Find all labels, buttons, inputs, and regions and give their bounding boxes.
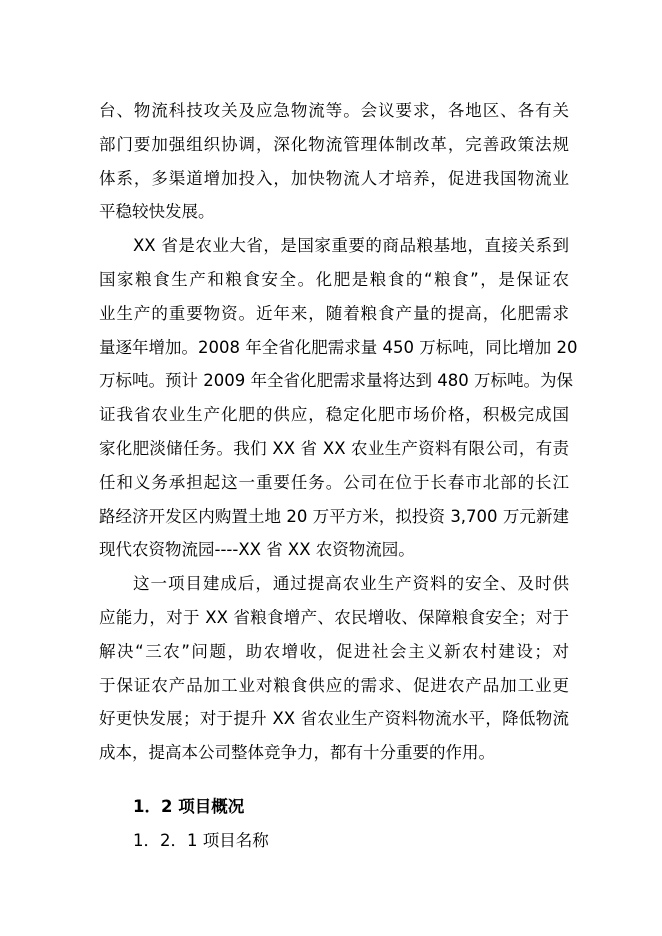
paragraph-3-line-1: 这一项目建成后，通过提高农业生产资料的安全、及时供 — [133, 574, 569, 594]
paragraph-3-line-6: 成本，提高本公司整体竞争力，都有十分重要的作用。 — [99, 743, 495, 763]
paragraph-3-line-5: 好更快发展；对于提升 XX 省农业生产资料物流水平，降低物流 — [99, 709, 569, 729]
paragraph-1-line-2: 部门要加强组织协调，深化物流管理体制改革，完善政策法规 — [99, 134, 569, 154]
paragraph-1-line-4: 平稳较快发展。 — [99, 202, 215, 222]
paragraph-2-line-9: 路经济开发区内购置土地 20 万平方米，拟投资 3,700 万元新建 — [99, 506, 569, 526]
paragraph-2-line-8: 任和义务承担起这一重要任务。公司在位于长春市北部的长江 — [99, 472, 569, 492]
paragraph-2-line-1: XX 省是农业大省，是国家重要的商品粮基地，直接关系到 — [133, 236, 569, 256]
paragraph-2-line-5: 万标吨。预计 2009 年全省化肥需求量将达到 480 万标吨。为保 — [99, 371, 573, 391]
section-heading: 1．2 项目概况 — [133, 797, 245, 816]
paragraph-3-line-4: 于保证农产品加工业对粮食供应的需求、促进农产品加工业更 — [99, 675, 569, 695]
paragraph-2-line-3: 业生产的重要物资。近年来，随着粮食产量的提高，化肥需求 — [99, 303, 569, 323]
paragraph-2-line-10: 现代农资物流园----XX 省 XX 农资物流园。 — [99, 540, 415, 560]
paragraph-3-line-2: 应能力，对于 XX 省粮食增产、农民增收、保障粮食安全；对于 — [99, 608, 569, 627]
paragraph-1-line-3: 体系，多渠道增加投入，加快物流人才培养，促进我国物流业 — [99, 168, 569, 188]
paragraph-2-line-2: 国家粮食生产和粮食安全。化肥是粮食的“粮食”，是保证农 — [99, 270, 569, 289]
paragraph-1-line-1: 台、物流科技攻关及应急物流等。会议要求，各地区、各有关 — [99, 101, 569, 120]
subsection-heading: 1．2．1 项目名称 — [133, 831, 269, 850]
paragraph-2-line-6: 证我省农业生产化肥的供应，稳定化肥市场价格，积极完成国 — [99, 405, 569, 425]
paragraph-2-line-7: 家化肥淡储任务。我们 XX 省 XX 农业生产资料有限公司，有责 — [99, 439, 569, 458]
paragraph-2-line-4: 量逐年增加。2008 年全省化肥需求量 450 万标吨，同比增加 20 — [99, 337, 578, 357]
paragraph-3-line-3: 解决“三农”问题，助农增收，促进社会主义新农村建设；对 — [99, 641, 569, 661]
